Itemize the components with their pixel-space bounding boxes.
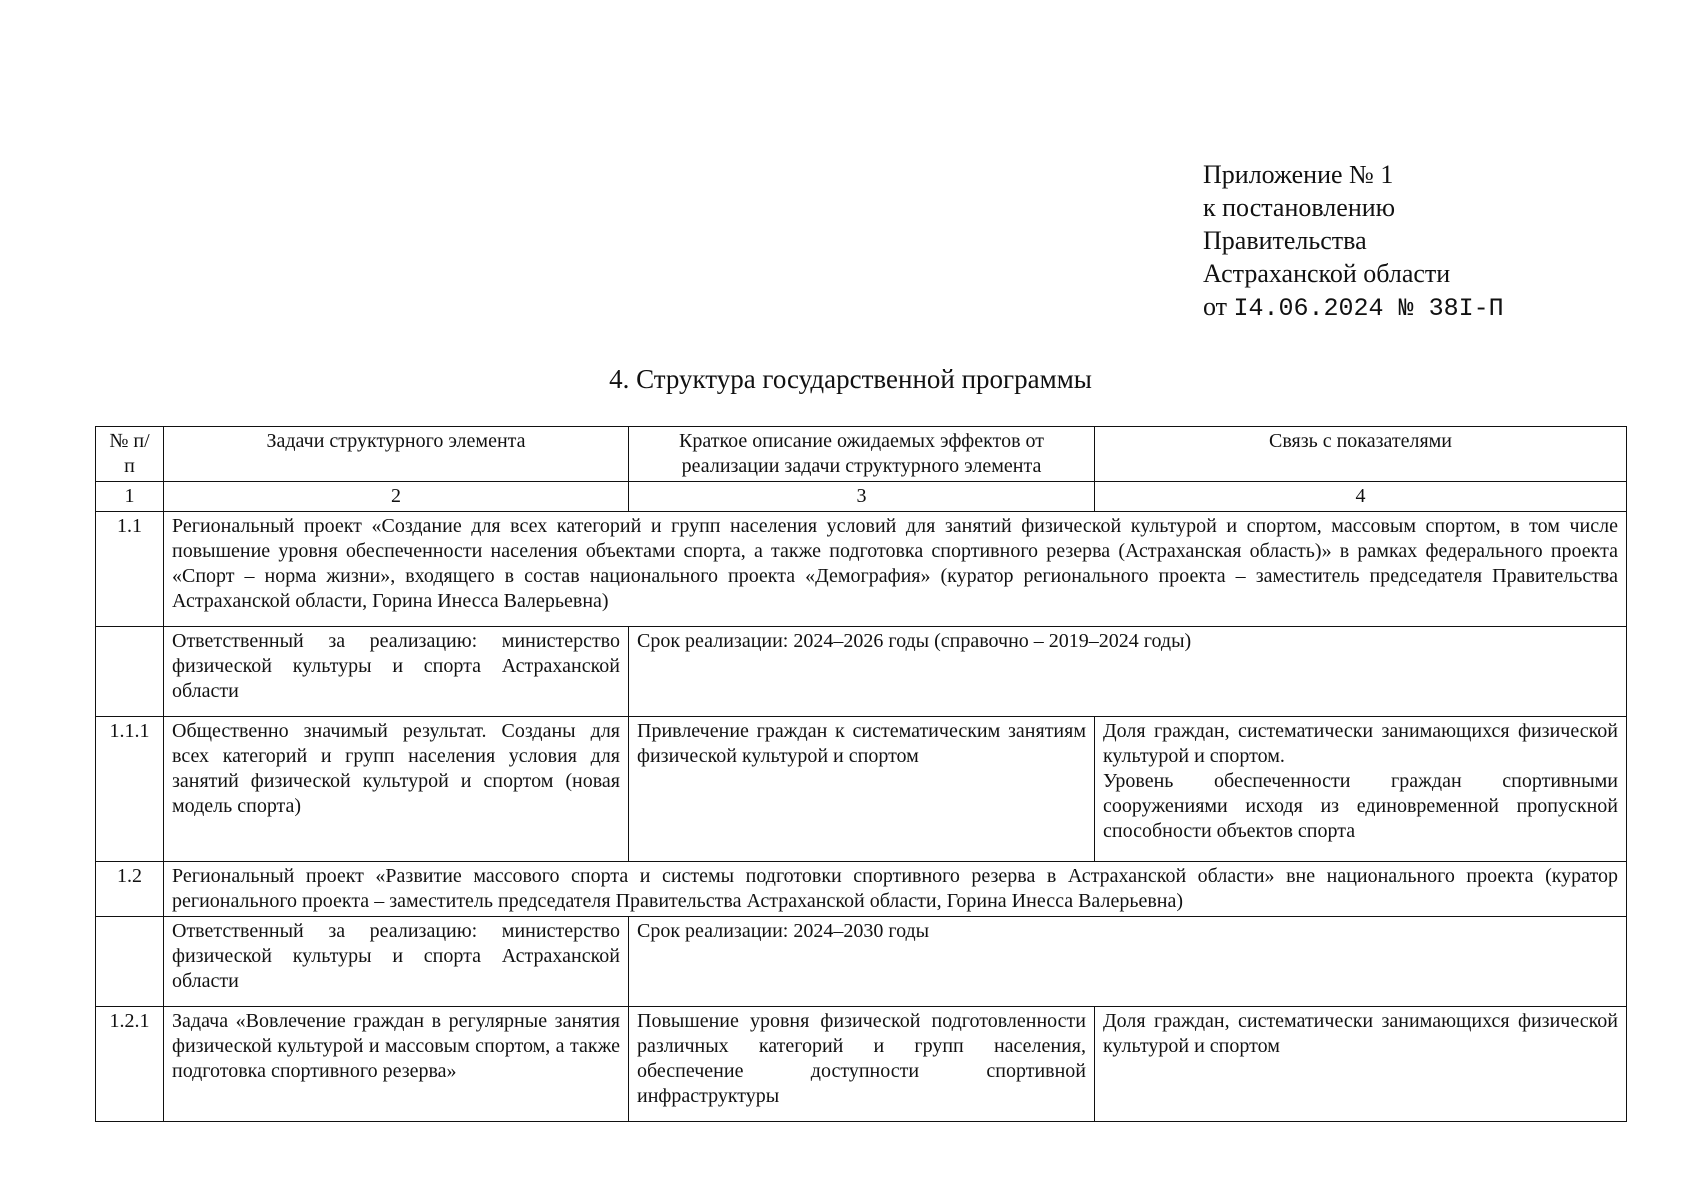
- table-row-1-2-1: [96, 1007, 1627, 1122]
- column-number-3: 3: [629, 482, 1095, 512]
- table-row-1-1-1: [96, 717, 1627, 862]
- indicator-1: Доля граждан, систематически занимающихся физической культурой и спортом.: [1103, 720, 1618, 767]
- annex-line-4: Астраханской области: [1203, 259, 1451, 288]
- column-number-4: 4: [1095, 482, 1627, 512]
- row-number: 1.1.1: [96, 717, 164, 862]
- table-row-1-2-responsible: [96, 917, 1627, 1007]
- column-number-1: 1: [96, 482, 164, 512]
- annex-block: [1203, 158, 1504, 325]
- structure-table: [95, 426, 1627, 1122]
- task-cell: Общественно значимый результат. Созданы для всех категорий и групп населения условия для занятий физической культурой и спортом (новая модель спорта): [164, 717, 629, 862]
- project-description: Региональный проект «Создание для всех категорий и групп населения условий для занятий физической культурой и спортом, массовым спортом, в том числе повышение уровня обеспеченности населения объектами спорта, а также подготовка спортивного резерва (Астраханская область)» в рамках федерального проекта «Спорт – норма жизни», входящего в состав национального проекта «Демография» (куратор регионального проекта – заместитель председателя Правительства Астраханской области, Горина Инесса Валерьевна): [164, 512, 1627, 627]
- effect-cell: Повышение уровня физической подготовленности различных категорий и групп населения, обеспечение доступности спортивной инфраструктуры: [629, 1007, 1095, 1122]
- responsible-cell: Ответственный за реализацию: министерство физической культуры и спорта Астраханской области: [164, 917, 629, 1007]
- row-number: 1.1: [96, 512, 164, 627]
- header-effects: Краткое описание ожидаемых эффектов от реализации задачи структурного элемента: [629, 427, 1095, 482]
- page-title: 4. Структура государственной программы: [609, 364, 1092, 394]
- column-number-row: [96, 482, 1627, 512]
- annex-date-prefix: от: [1203, 292, 1234, 321]
- annex-line-2: к постановлению: [1203, 193, 1396, 222]
- task-cell: Задача «Вовлечение граждан в регулярные занятия физической культурой и массовым спортом, а также подготовка спортивного резерва»: [164, 1007, 629, 1122]
- header-tasks: Задачи структурного элемента: [164, 427, 629, 482]
- indicator-2: Уровень обеспеченности граждан спортивными сооружениями исходя из единовременной пропускной способности объектов спорта: [1103, 770, 1618, 842]
- table-row-1-1-responsible: [96, 627, 1627, 717]
- annex-date-number-stamp: I4.06.2024 № 38I-П: [1233, 294, 1504, 323]
- indicator-cell: Доля граждан, систематически занимающихся физической культурой и спортом: [1095, 1007, 1627, 1122]
- term-cell: Срок реализации: 2024–2026 годы (справочно – 2019–2024 годы): [629, 627, 1627, 717]
- table-header-row: [96, 427, 1627, 482]
- row-number-empty: [96, 627, 164, 717]
- indicator-cell: [1095, 717, 1627, 862]
- project-description: Региональный проект «Развитие массового спорта и системы подготовки спортивного резерва в Астраханской области» вне национального проекта (куратор регионального проекта – заместитель председателя Правительства Астраханской области, Горина Инесса Валерьевна): [164, 862, 1627, 917]
- annex-line-5: [1203, 290, 1504, 325]
- column-number-2: 2: [164, 482, 629, 512]
- row-number-empty: [96, 917, 164, 1007]
- term-cell: Срок реализации: 2024–2030 годы: [629, 917, 1627, 1007]
- table-row-1-1: [96, 512, 1627, 627]
- annex-line-1: Приложение № 1: [1203, 160, 1394, 189]
- header-number: № п/п: [96, 427, 164, 482]
- responsible-cell: Ответственный за реализацию: министерство физической культуры и спорта Астраханской области: [164, 627, 629, 717]
- table-row-1-2: [96, 862, 1627, 917]
- annex-line-3: Правительства: [1203, 226, 1367, 255]
- header-indicators: Связь с показателями: [1095, 427, 1627, 482]
- row-number: 1.2: [96, 862, 164, 917]
- effect-cell: Привлечение граждан к систематическим занятиям физической культурой и спортом: [629, 717, 1095, 862]
- row-number: 1.2.1: [96, 1007, 164, 1122]
